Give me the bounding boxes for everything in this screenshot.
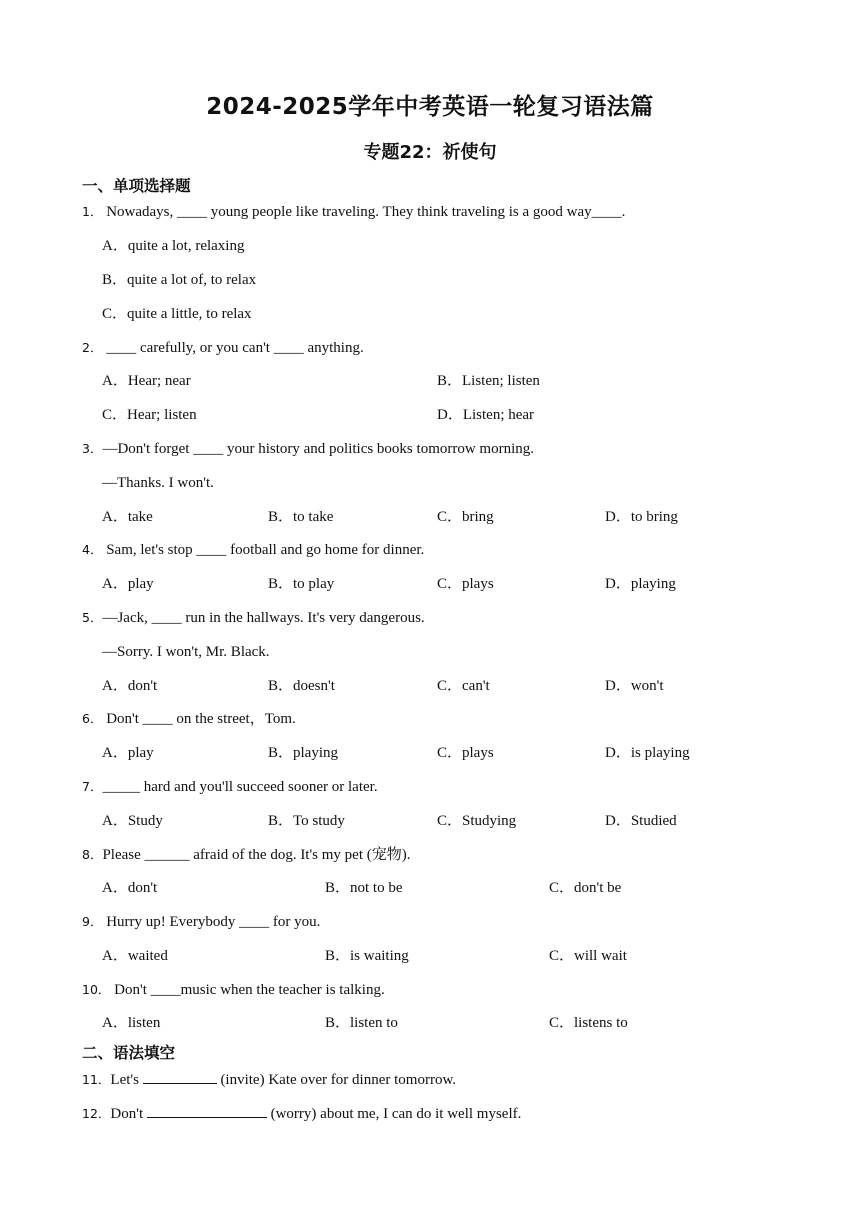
question-5-response: —Sorry. I won't, Mr. Black. — [102, 644, 270, 660]
option-a[interactable]: A．quite a lot, relaxing — [102, 238, 245, 254]
question-number: 8． — [82, 847, 103, 862]
question-12 — [82, 1103, 521, 1124]
option-d[interactable]: D．to bring — [605, 509, 678, 525]
question-6 — [82, 709, 296, 729]
question-4 — [82, 540, 424, 560]
option-c[interactable]: C．can't — [437, 678, 490, 694]
question-5 — [82, 608, 425, 628]
option-b[interactable]: B．to play — [268, 576, 335, 592]
section-heading-grammar-fill: 二、语法填空 — [82, 1044, 176, 1062]
question-number: 10． — [82, 982, 111, 997]
question-number: 12． — [82, 1106, 111, 1121]
option-c[interactable]: C．listens to — [549, 1015, 628, 1031]
option-b[interactable]: B．to take — [268, 509, 334, 525]
option-c[interactable]: C．quite a little, to relax — [102, 306, 252, 322]
question-11 — [82, 1069, 456, 1090]
option-a[interactable]: A．play — [102, 576, 154, 592]
option-c[interactable]: C．plays — [437, 745, 494, 761]
question-text: —Don't forget ____ your history and politics books tomorrow morning. — [102, 441, 535, 457]
option-d[interactable]: D．Listen; hear — [437, 407, 535, 423]
option-b[interactable]: B．listen to — [325, 1015, 398, 1031]
question-7 — [82, 777, 378, 797]
question-number: 1． — [82, 204, 103, 219]
question-text: Don't ____music when the teacher is talking. — [110, 982, 385, 998]
answer-blank[interactable] — [143, 1069, 217, 1084]
option-c[interactable]: C．will wait — [549, 948, 627, 964]
option-c[interactable]: C．plays — [437, 576, 494, 592]
question-10 — [82, 980, 385, 1000]
answer-blank[interactable] — [147, 1103, 267, 1118]
question-text: Don't ____ on the street，Tom. — [102, 711, 296, 727]
option-d[interactable]: D．won't — [605, 678, 664, 694]
question-number: 4． — [82, 542, 103, 557]
option-a[interactable]: A．waited — [102, 948, 168, 964]
question-number: 6． — [82, 711, 103, 726]
option-a[interactable]: A．don't — [102, 880, 158, 896]
question-text-after: (invite) Kate over for dinner tomorrow. — [216, 1072, 457, 1088]
option-b[interactable]: B．quite a lot of, to relax — [102, 272, 257, 288]
question-number: 7． — [82, 779, 103, 794]
page-title: 2024-2025学年中考英语一轮复习语法篇 — [206, 94, 654, 120]
option-a[interactable]: A．don't — [102, 678, 158, 694]
question-number: 5． — [82, 610, 103, 625]
option-c[interactable]: C．Hear; listen — [102, 407, 197, 423]
option-c[interactable]: C．bring — [437, 509, 494, 525]
question-number: 9． — [82, 914, 103, 929]
question-number: 11． — [82, 1072, 111, 1087]
question-3-response: —Thanks. I won't. — [102, 475, 214, 491]
option-a[interactable]: A．Hear; near — [102, 373, 191, 389]
question-number: 2． — [82, 340, 103, 355]
question-text-before: Don't — [110, 1106, 147, 1122]
question-9 — [82, 912, 320, 932]
option-a[interactable]: A．Study — [102, 813, 163, 829]
option-c[interactable]: C．Studying — [437, 813, 517, 829]
question-text: ____ carefully, or you can't ____ anything. — [102, 340, 364, 356]
question-text-after: (worry) about me, I can do it well myself. — [266, 1106, 522, 1122]
question-text: Hurry up! Everybody ____ for you. — [102, 914, 321, 930]
question-3 — [82, 439, 534, 459]
option-a[interactable]: A．take — [102, 509, 153, 525]
option-b[interactable]: B．doesn't — [268, 678, 335, 694]
question-number: 3． — [82, 441, 103, 456]
page-subtitle: 专题22：祈使句 — [363, 142, 497, 163]
question-2 — [82, 338, 364, 358]
option-b[interactable]: B．Listen; listen — [437, 373, 540, 389]
option-b[interactable]: B．playing — [268, 745, 338, 761]
question-text: Sam, let's stop ____ football and go home for dinner. — [102, 542, 425, 558]
option-b[interactable]: B．not to be — [325, 880, 403, 896]
option-d[interactable]: D．Studied — [605, 813, 677, 829]
option-d[interactable]: D．playing — [605, 576, 676, 592]
option-d[interactable]: D．is playing — [605, 745, 690, 761]
section-heading-multiple-choice: 一、单项选择题 — [82, 177, 191, 195]
question-text: _____ hard and you'll succeed sooner or later. — [102, 779, 378, 795]
option-a[interactable]: A．play — [102, 745, 154, 761]
question-8 — [82, 845, 411, 865]
option-b[interactable]: B．To study — [268, 813, 345, 829]
option-b[interactable]: B．is waiting — [325, 948, 409, 964]
option-a[interactable]: A．listen — [102, 1015, 161, 1031]
question-1 — [82, 202, 625, 222]
question-text-before: Let's — [110, 1072, 143, 1088]
option-c[interactable]: C．don't be — [549, 880, 622, 896]
question-text: Please ______ afraid of the dog. It's my pet (宠物). — [102, 847, 411, 863]
question-text: —Jack, ____ run in the hallways. It's very dangerous. — [102, 610, 425, 626]
question-text: Nowadays, ____ young people like traveling. They think traveling is a good way____. — [102, 204, 626, 220]
